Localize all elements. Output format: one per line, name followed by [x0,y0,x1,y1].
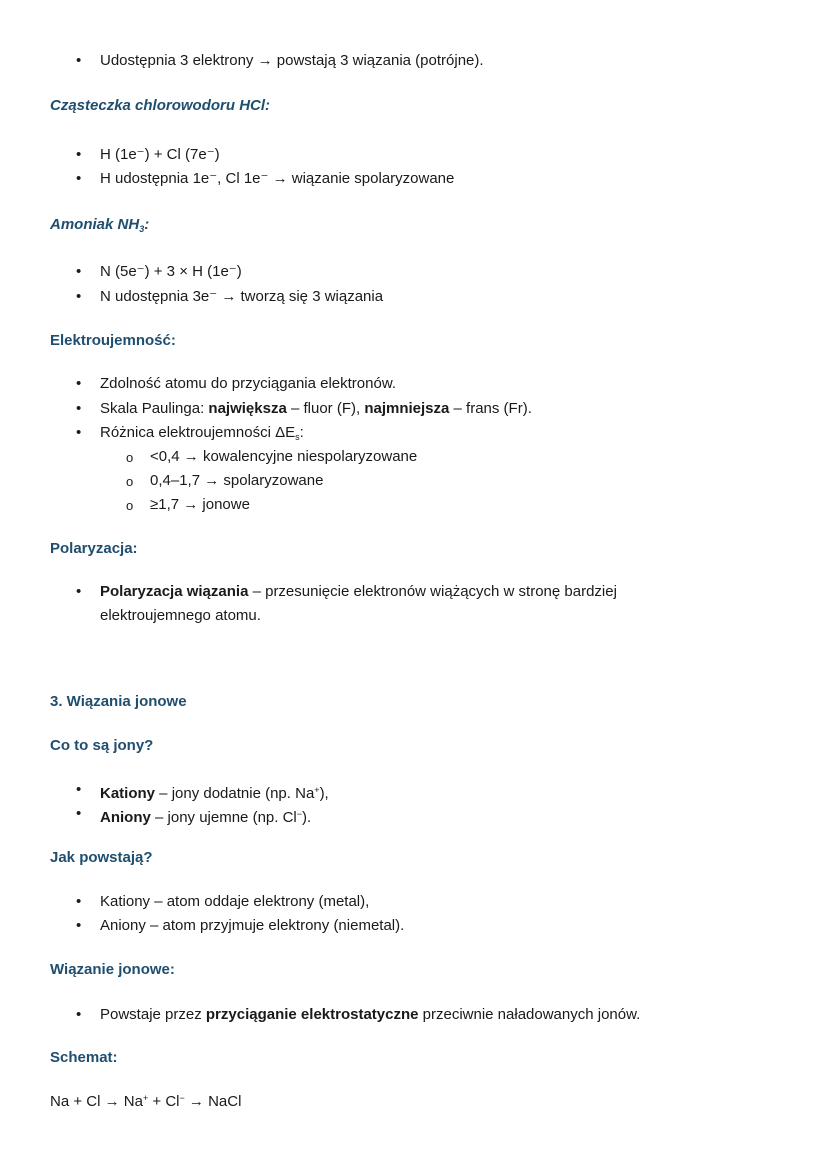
heading-nh3 [50,216,149,234]
superscript: + [314,785,320,795]
bold-text: największa [208,400,287,417]
list-item: • Udostępnia 3 elektrony → powstają 3 wiązania (potrójne). [100,49,484,73]
bold-text: Kationy [100,785,156,802]
text: Na + Cl → Na [50,1093,143,1110]
heading-ionic-bonds: 3. Wiązania jonowe [50,693,187,710]
superscript: + [142,1093,149,1103]
reaction-equation [50,1093,241,1110]
list-item [100,802,311,830]
sub-list-item: o 0,4–1,7 → spolaryzowane [150,469,323,493]
heading-ionic-bond: Wiązanie jonowe: [50,961,175,978]
heading-ions: Co to są jony? [50,737,154,754]
list-item: • Zdolność atomu do przyciągania elektronów. [100,372,396,396]
text: Skala Paulinga: [100,400,209,417]
text: – przesunięcie elektronów wiążących w stronę bardziej elektroujemnego atomu. [100,583,617,624]
heading-formation: Jak powstają? [50,849,153,866]
sub-list-item: o <0,4 → kowalencyjne niespolaryzowane [150,445,417,469]
text: + Cl [148,1093,180,1110]
text: – jony ujemne (np. Cl [150,809,297,826]
list-item [100,580,680,628]
heading-polarization: Polaryzacja: [50,540,138,557]
superscript: − [296,809,303,819]
list-item [100,1003,640,1027]
list-item: • H (1e⁻) + Cl (7e⁻) [100,143,220,167]
subscript: s [295,432,300,442]
heading-hcl: Cząsteczka chlorowodoru HCl: [50,97,271,114]
text: – fluor (F), [286,400,365,417]
text: – jony dodatnie (np. Na [155,785,315,802]
subscript: 3 [139,224,145,234]
list-item: • Aniony – atom przyjmuje elektrony (niemetal). [100,914,404,938]
heading-electronegativity: Elektroujemność: [50,332,176,349]
sub-list-item: o ≥1,7 → jonowe [150,493,250,517]
superscript: − [179,1093,185,1103]
text: ), [319,785,329,802]
bold-text: Polaryzacja wiązania [100,583,249,600]
list-item [100,397,532,421]
bold-text: Aniony [100,809,151,826]
bold-text: przyciąganie elektrostatyczne [205,1006,419,1023]
heading-text: Amoniak NH [50,216,140,233]
text: – frans (Fr). [449,400,532,417]
text: Różnica elektroujemności ΔE [100,424,296,441]
list-item: • N (5e⁻) + 3 × H (1e⁻) [100,260,242,284]
text: → NaCl [184,1093,242,1110]
list-item: • H udostępnia 1e⁻, Cl 1e⁻ → wiązanie spolaryzowane [100,167,454,191]
text: : [299,424,304,441]
text: Powstaje przez [100,1006,206,1023]
bold-text: najmniejsza [364,400,450,417]
heading-suffix: : [144,216,150,233]
list-item: • Kationy – atom oddaje elektrony (metal), [100,890,369,914]
heading-scheme: Schemat: [50,1049,118,1066]
text: ). [302,809,312,826]
text: przeciwnie naładowanych jonów. [418,1006,641,1023]
list-item: • N udostępnia 3e⁻ → tworzą się 3 wiązania [100,285,383,309]
